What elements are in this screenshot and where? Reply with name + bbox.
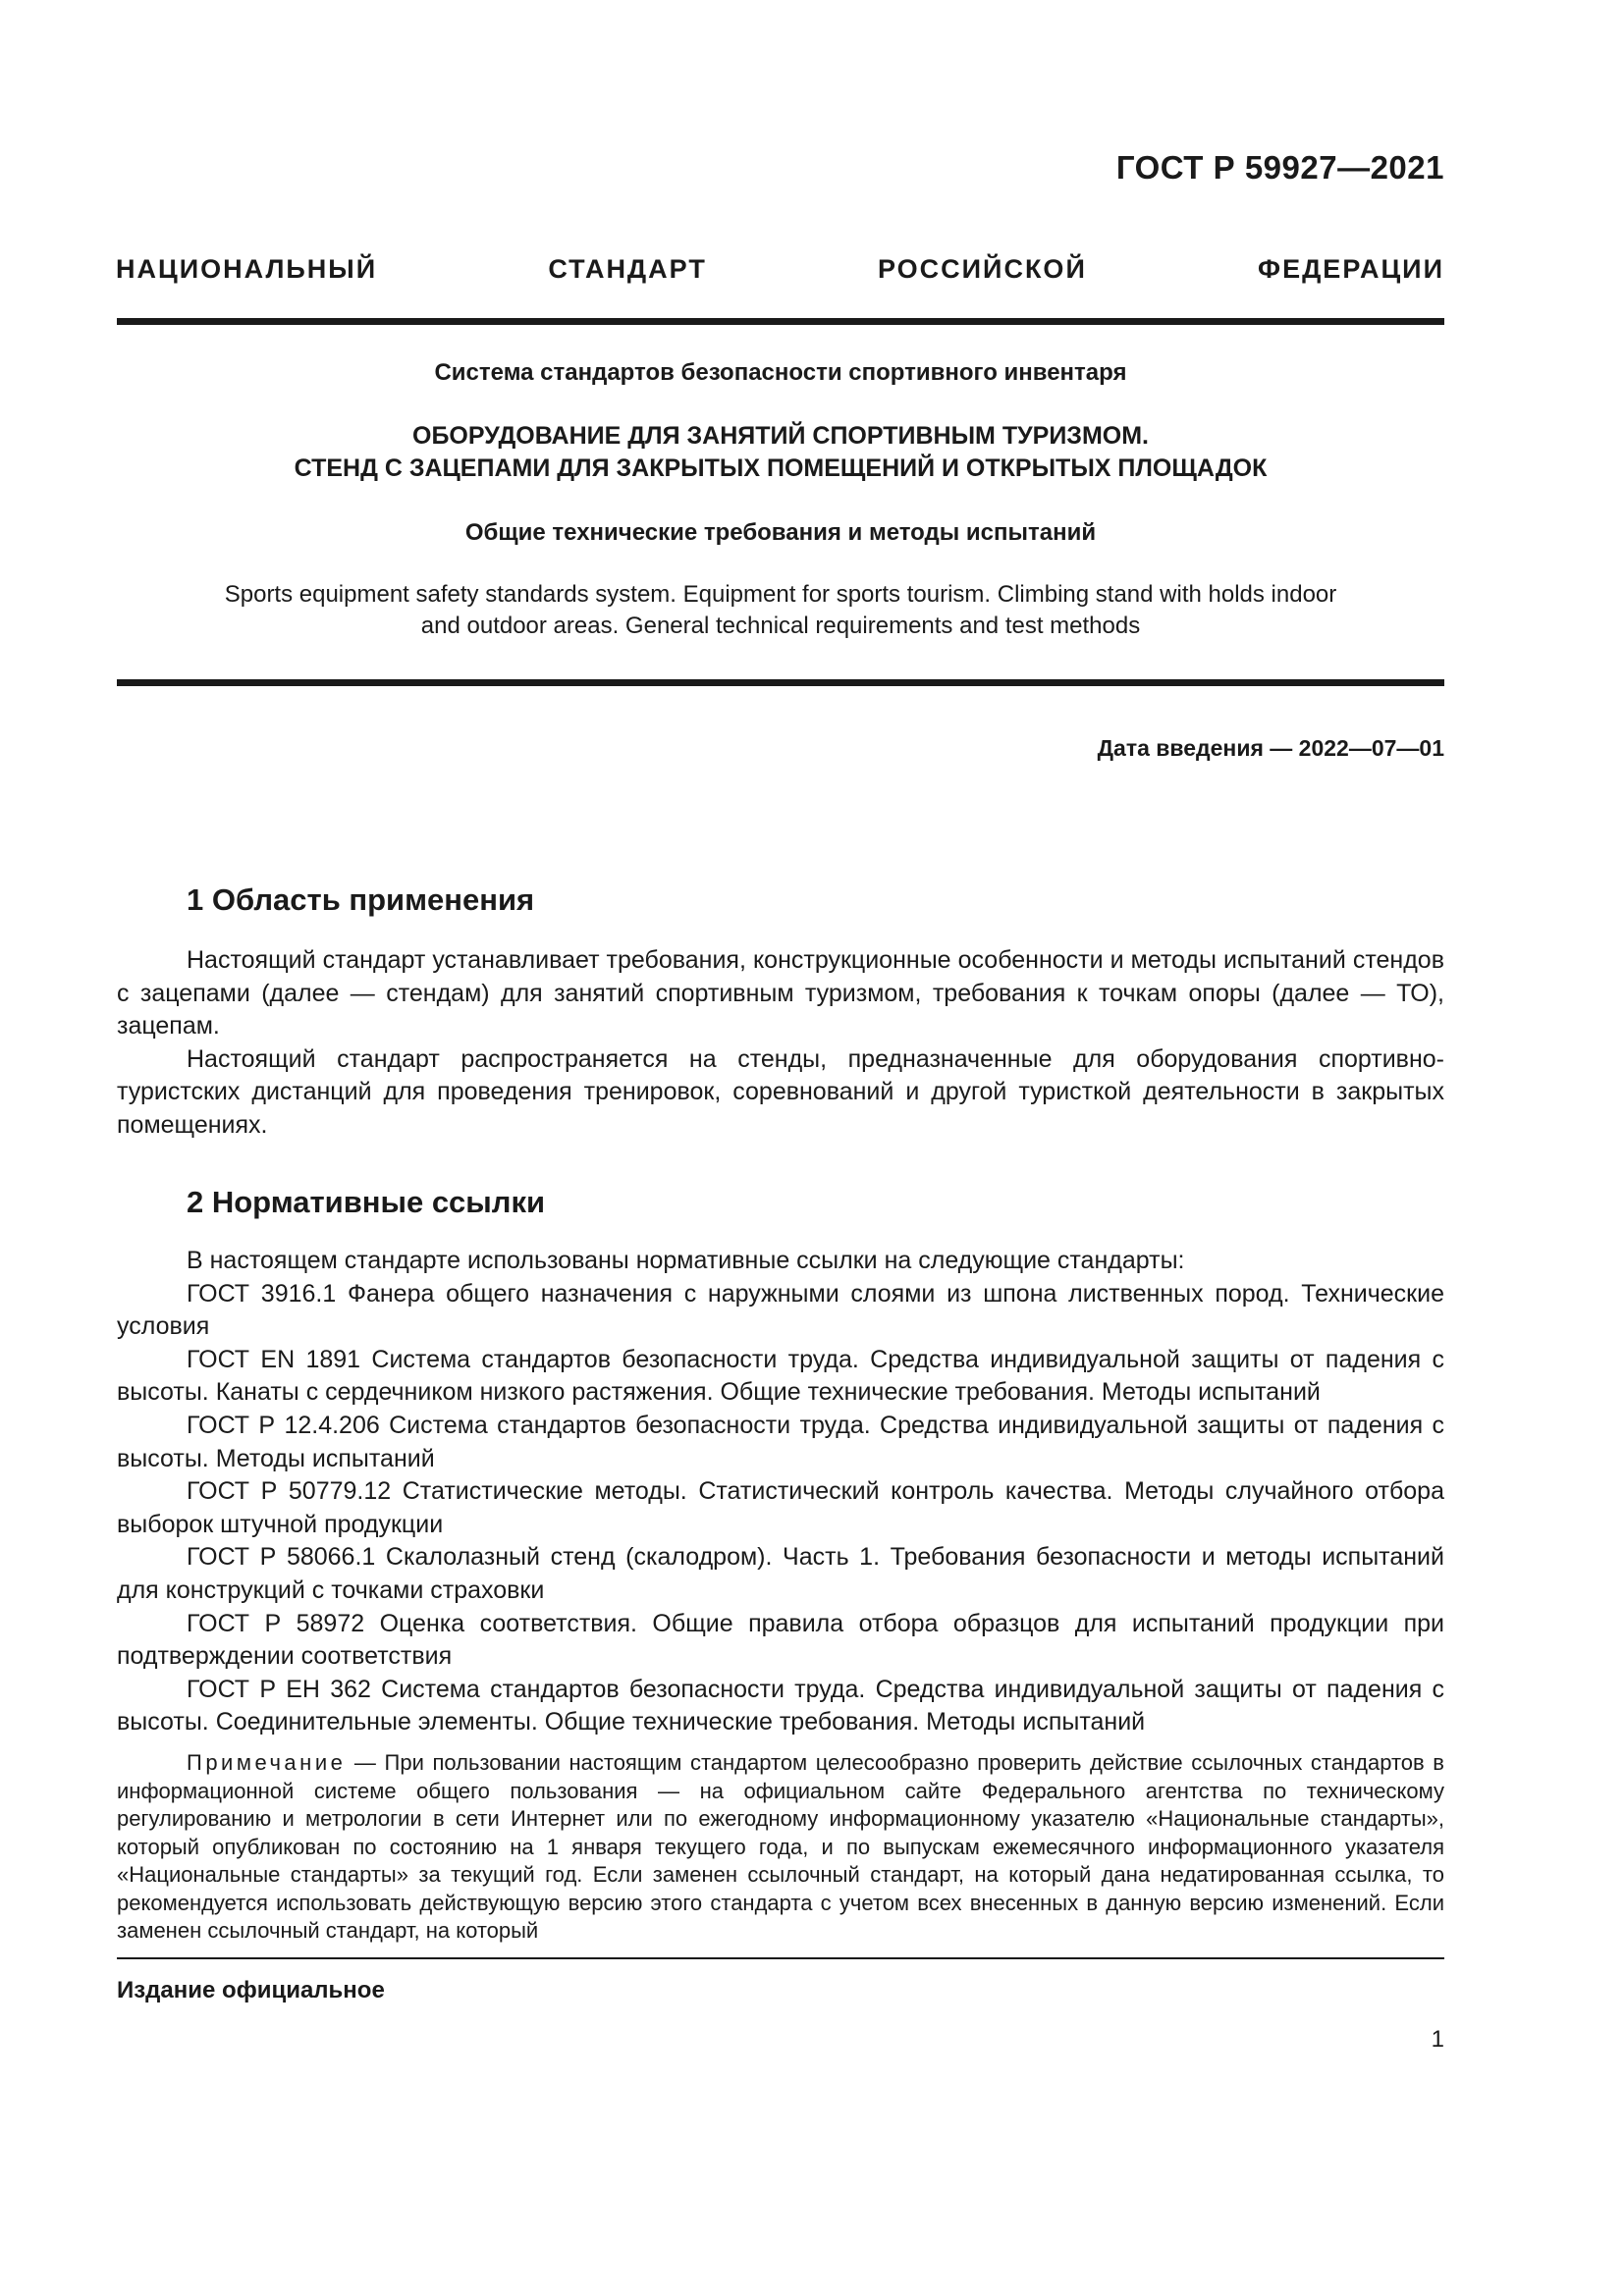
reference-item: ГОСТ Р 50779.12 Статистические методы. Статистический контроль качества. Методы случайного отбора выборок штучной продукции	[117, 1477, 1444, 1538]
english-title-line-2: and outdoor areas. General technical requirements and test methods	[420, 613, 1141, 639]
reference-item: ГОСТ EN 1891 Система стандартов безопасности труда. Средства индивидуальной защиты от падения с высоты. Канаты с сердечником низкого растяжения. Общие технические требования. Методы испытаний	[117, 1345, 1444, 1407]
main-title-line-2: СТЕНД С ЗАЦЕПАМИ ДЛЯ ЗАКРЫТЫХ ПОМЕЩЕНИЙ И ОТКРЫТЫХ ПЛОЩАДОК	[294, 454, 1268, 482]
section-2-intro: В настоящем стандарте использованы нормативные ссылки на следующие стандарты:	[187, 1247, 1185, 1274]
section-1-body	[117, 944, 1444, 1143]
note-paragraph	[117, 1749, 1444, 1946]
top-rule	[117, 318, 1444, 325]
note-label: Примечание	[187, 1750, 347, 1775]
document-subtitle: Общие технические требования и методы испытаний	[464, 519, 1097, 546]
reference-item: ГОСТ 3916.1 Фанера общего назначения с наружными слоями из шпона лиственных пород. Технические условия	[117, 1279, 1444, 1341]
footer-rule	[117, 1957, 1444, 1959]
main-title-line-1: ОБОРУДОВАНИЕ ДЛЯ ЗАНЯТИЙ СПОРТИВНЫМ ТУРИЗМОМ.	[412, 422, 1149, 450]
introduction-date: Дата введения — 2022—07—01	[1097, 735, 1444, 761]
reference-item: ГОСТ Р 58972 Оценка соответствия. Общие правила отбора образцов для испытаний продукции при подтверждении соответствия	[117, 1609, 1444, 1671]
gost-number: ГОСТ Р 59927—2021	[1115, 149, 1444, 186]
note-text: — При пользовании настоящим стандартом целесообразно проверить действие ссылочных стандартов в информационной системе общего пользования — на официальном сайте Федерального агентства по техническому регулированию и метрологии в сети Интернет или по ежегодному информационному указателю «Национальные стандарты», который опубликован по состоянию на 1 января текущего года, и по выпускам ежемесячного информационного указателя «Национальные стандарты» за текущий год. Если заменен ссылочный стандарт, на который дана недатированная ссылка, то рекомендуется использовать действующую версию этого стандарта с учетом всех внесенных в данную версию изменений. Если заменен ссылочный стандарт, на который	[117, 1750, 1444, 1943]
middle-rule	[117, 679, 1444, 686]
english-title	[117, 579, 1444, 642]
reference-item: ГОСТ Р ЕН 362 Система стандартов безопасности труда. Средства индивидуальной защиты от падения с высоты. Соединительные элементы. Общие технические требования. Методы испытаний	[117, 1675, 1444, 1736]
section-1-paragraph: Настоящий стандарт распространяется на стенды, предназначенные для оборудования спортивно-туристских дистанций для проведения тренировок, соревнований и другой туристкой деятельности в закрытых помещениях.	[117, 1044, 1444, 1139]
english-title-line-1: Sports equipment safety standards system. Equipment for sports tourism. Climbing stand with holds indoor	[224, 581, 1337, 608]
standards-series: Система стандартов безопасности спортивного инвентаря	[434, 359, 1127, 386]
section-2-body	[117, 1245, 1444, 1739]
reference-item: ГОСТ Р 58066.1 Скалолазный стенд (скалодром). Часть 1. Требования безопасности и методы испытаний для конструкций с точками страховки	[117, 1543, 1444, 1604]
national-standard-title: НАЦИОНАЛЬНЫЙ СТАНДАРТ РОССИЙСКОЙ ФЕДЕРАЦИИ	[116, 254, 1444, 284]
main-title	[117, 420, 1444, 485]
page-number: 1	[1431, 2026, 1444, 2053]
section-1-paragraph: Настоящий стандарт устанавливает требования, конструкционные особенности и методы испытаний стендов с зацепами (далее — стендам) для занятий спортивным туризмом, требования к точкам опоры (далее — ТО), зацепам.	[117, 946, 1444, 1041]
official-edition-label: Издание официальное	[117, 1977, 385, 2003]
section-2-heading: 2 Нормативные ссылки	[187, 1185, 546, 1219]
reference-item: ГОСТ Р 12.4.206 Система стандартов безопасности труда. Средства индивидуальной защиты от падения с высоты. Методы испытаний	[117, 1411, 1444, 1472]
section-1-heading: 1 Область применения	[187, 882, 535, 917]
